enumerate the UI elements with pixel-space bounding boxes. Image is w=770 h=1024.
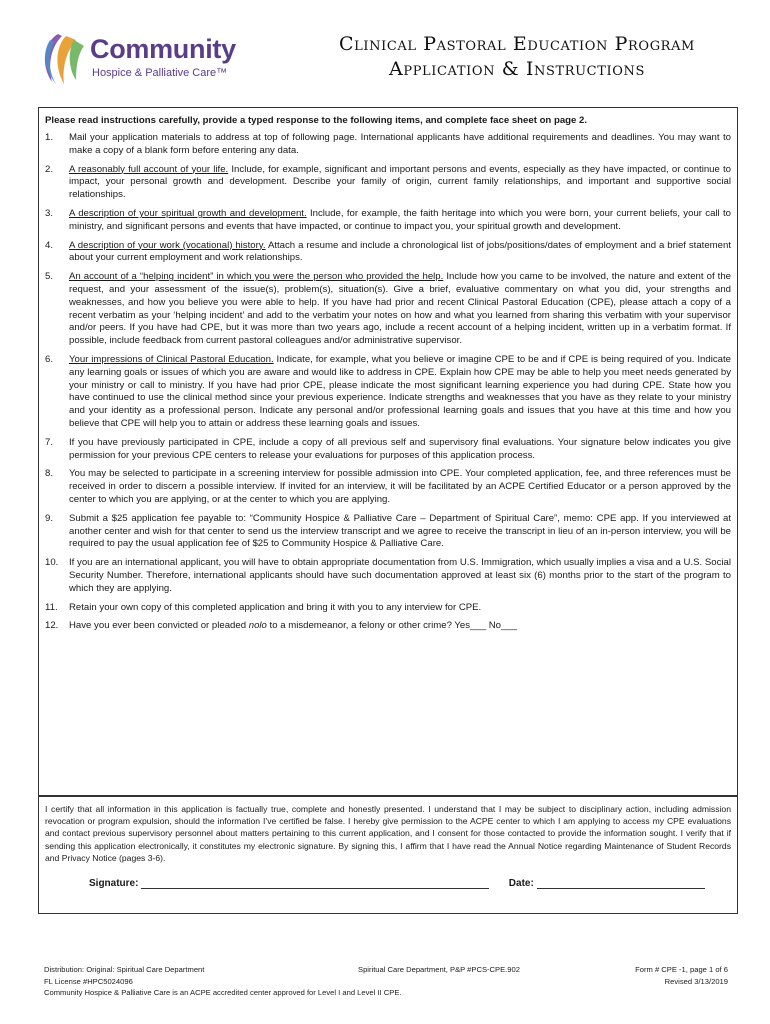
date-field[interactable]	[537, 878, 705, 889]
logo-subtitle: Hospice & Palliative Care™	[92, 67, 228, 79]
item-number: 3.	[45, 207, 54, 219]
item-number: 5.	[45, 271, 54, 283]
item-number: 11.	[45, 601, 58, 613]
item-italic-term: nolo	[248, 620, 267, 632]
item-number: 2.	[45, 163, 54, 175]
item-number: 4.	[45, 239, 54, 251]
item-heading: A description of your spiritual growth and development.	[69, 207, 307, 219]
signature-field[interactable]	[141, 878, 489, 889]
item-number: 9.	[45, 512, 54, 524]
list-item	[45, 208, 731, 234]
instructions-box	[38, 107, 738, 796]
list-item	[45, 132, 731, 158]
item-text: Attach a resume and include a chronological list of jobs/positions/dates of employment and a brief statement about your current employment and work relationships.	[69, 239, 732, 264]
item-number: 10.	[45, 557, 59, 569]
item-text: If you are an international applicant, you will have to obtain appropriate documentation from U.S. Immigration, which usually implies a visa and a U.S. Social Security Number. Therefore, international applicants should have such documentation approved at least six (6) months prior to the start of the program to which they are applying.	[69, 557, 731, 594]
document-title	[282, 32, 752, 82]
item-number: 12.	[45, 620, 59, 632]
signature-label: Signature:	[89, 878, 139, 890]
footer-middle	[358, 964, 578, 976]
item-text: Mail your application materials to address at top of following page. International applicants have additional requirements and deadlines. You may want to make a copy of a blank form before entering any data.	[69, 132, 731, 156]
certification-box	[38, 796, 738, 914]
list-item	[45, 164, 731, 202]
item-text: Indicate, for example, what you believe or imagine CPE to be and if CPE is being required of you. Indicate any learning goals or issues of which you are aware and would like to address in CPE. Explain how CPE may be able to help you meet needs generated by your ministry or call to ministry. If you have had prior CPE, please indicate the most significant learning experience you had during CPE. State how you have continued to use the clinical method since your previous experience. Indicate strengths and weaknesses that you have as they relate to your ministry and your identity as a professional person. Indicate any personal and/or professional learning goals and issues that you have at this time and how you believe that CPE will help you to attain or address these learning goals and issues.	[69, 353, 731, 429]
item-number: 6.	[45, 353, 54, 365]
footer-department: Spiritual Care Department, P&P #PCS-CPE.902	[358, 965, 520, 974]
item-number: 7.	[45, 436, 54, 448]
list-item	[45, 240, 731, 266]
instructions-intro: Please read instructions carefully, provide a typed response to the following items, and complete face sheet on page 2.	[45, 115, 588, 126]
item-text: You may be selected to participate in a screening interview for possible admission into CPE. Your completed application, fee, and three references must be received in order to discern a possible interview. If invited for an interview, it will be facilitated by an ACPE Certified Educator or a person approved by the center to which you are applying, or at the center to which you are applying.	[69, 468, 731, 505]
item-heading: An account of a “helping incident” in which you were the person who provided the help.	[69, 271, 444, 283]
item-text: Submit a $25 application fee payable to: “Community Hospice & Palliative Care – Department of Spiritual Care”, memo: CPE app. If you interviewed at another center and wish for that center to send us the interview transcript and we agree to receive the transcript in lieu of an in-person interview, you will be required to pay the usual application fee of $25 to Community Hospice & Palliative Care.	[69, 512, 731, 550]
footer-distribution: Distribution: Original: Spiritual Care Department	[44, 965, 205, 974]
item-heading: A description of your work (vocational) history.	[69, 239, 266, 251]
certification-text: I certify that all information in this application is factually true, complete and honestly presented. I understand that I may be subject to disciplinary action, including admission revocation or program expulsion, should the information I’ve certified be false. I hereby give permission to the ACPE center to which I am applying to access my CPE evaluations and contact previous supervisory personnel about matters pertaining to this current application, and I consent for those contacted to provide the information sought. I verify that if sending this application electronically, it constitutes my electronic signature. By signing this, I affirm that I have read the Annual Notice regarding Maintenance of Student Records and Privacy Notice (pages 3-6).	[45, 804, 731, 863]
signature-row	[45, 878, 731, 889]
list-item	[45, 513, 731, 551]
list-item	[45, 557, 731, 595]
item-text: Include, for example, significant and important persons and events, especially as they have impacted, or continue to impact, your personal growth and development. Describe your family of origin, current family relationships, and important and supportive social relationships.	[69, 163, 732, 201]
logo-name: Community	[90, 34, 236, 64]
item-text: Have you ever been convicted or pleaded	[69, 620, 249, 632]
list-item	[45, 271, 731, 348]
title-line-1: Clinical Pastoral Education Program	[339, 33, 695, 55]
list-item	[45, 437, 731, 463]
footer-right	[560, 964, 728, 987]
item-text: If you have previously participated in CPE, include a copy of all previous self and supervisory final evaluations. Your signature below indicates you give permission for your previous CPE centers to release your evaluations for purposes of this application process.	[69, 436, 731, 461]
list-item-conviction-question[interactable]	[45, 620, 731, 633]
footer-accreditation: Community Hospice & Palliative Care is an ACPE accredited center approved for Level I and Level II CPE.	[44, 988, 402, 997]
date-label: Date:	[508, 878, 534, 890]
community-hospice-logo	[38, 30, 258, 88]
item-text: Include, for example, the faith heritage into which you were born, your current beliefs, your call to ministry, and significant persons and events that have impacted, or continue to impact you, your spiritual growth and development.	[69, 207, 732, 232]
title-line-2: Application & Instructions	[389, 58, 645, 80]
logo-swirl-icon	[38, 30, 86, 88]
footer-form-number: Form # CPE -1, page 1 of 6	[635, 965, 728, 974]
item-number: 1.	[45, 132, 54, 143]
instruction-list	[45, 132, 731, 633]
item-text: Include how you came to be involved, the nature and extent of the request, and your assessment of the issue(s), problem(s), situation(s). Give a brief, evaluative commentary on what you did, your strengths and weaknesses, and how you believe you were able to help. If you have had prior and recent Clinical Pastoral Education (CPE), please attach a copy of a recent verbatim as your ‘helping incident’ and add to the verbatim your notes on how and what you learned from sharing this verbatim with your supervisor and/or peers. If you have had CPE, but it was more than two years ago, include a recent account of a helping incident, written up in a verbatim format. If possible, include feedback from current pastoral colleagues and/or administrative supervisor.	[69, 271, 731, 347]
item-text-yes-no[interactable]: to a misdemeanor, a felony or other crime? Yes___ No___	[266, 620, 517, 632]
item-heading: Your impressions of Clinical Pastoral Education.	[69, 353, 274, 365]
list-item	[45, 354, 731, 431]
footer-license: FL License #HPC5024096	[44, 976, 133, 986]
footer-revised-date: Revised 3/13/2019	[664, 976, 728, 986]
list-item	[45, 468, 731, 506]
list-item	[45, 602, 731, 615]
item-heading: A reasonably full account of your life.	[69, 163, 229, 175]
item-number: 8.	[45, 468, 54, 480]
item-text: Retain your own copy of this completed application and bring it with you to any interview for CPE.	[69, 601, 482, 613]
